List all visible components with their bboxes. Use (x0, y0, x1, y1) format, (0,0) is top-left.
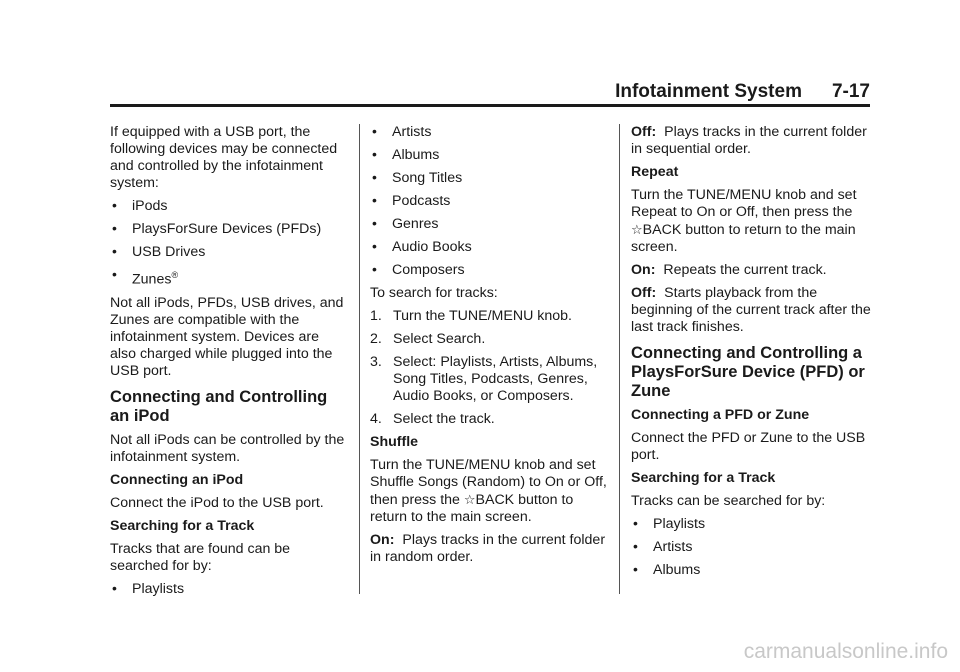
subheading-search-track-pfd: Searching for a Track (631, 470, 776, 486)
column-divider-1 (359, 124, 360, 594)
connect-pfd-text: Connect the PFD or Zune to the USB port. (631, 430, 866, 463)
heading-pfd: Connecting and Controlling a PlaysForSure Device (PFD) or Zune (631, 344, 865, 400)
step-item: 2. Select Search. (370, 331, 486, 347)
to-search-text: To search for tracks: (370, 285, 498, 301)
list-item: • Playlists (110, 581, 348, 598)
connect-ipod-text: Connect the iPod to the USB port. (110, 494, 324, 511)
list-item: • Genres (370, 216, 610, 233)
list-item: • Song Titles (370, 170, 610, 187)
column-1 (110, 124, 348, 604)
repeat-text: Turn the TUNE/MENU knob and set Repeat to On or Off, then press the ☆BACK button to return to the main screen. (631, 187, 857, 255)
star-outline-icon: ☆ (463, 492, 476, 507)
list-item: • PlaysForSure Devices (PFDs) (110, 221, 348, 238)
heading-ipod: Connecting and Controlling an iPod (110, 387, 328, 425)
page-number: 7-17 (831, 81, 870, 102)
list-item: • Albums (370, 147, 610, 164)
list-item: • Artists (631, 539, 871, 556)
list-item: • USB Drives (110, 244, 348, 261)
intro-paragraph: If equipped with a USB port, the following devices may be connected and controlled by the infotainment system: (110, 124, 338, 191)
registered-mark: ® (171, 270, 179, 280)
list-item: • Zunes® (110, 267, 348, 289)
star-outline-icon: ☆ (631, 222, 643, 237)
list-item: • Albums (631, 562, 871, 579)
column-3 (631, 124, 871, 585)
list-item: • Podcasts (370, 193, 610, 210)
subheading-repeat: Repeat (631, 164, 679, 180)
watermark: carmanualsonline.info (743, 640, 948, 663)
step-item: 4. Select the track. (370, 411, 495, 427)
shuffle-text: Turn the TUNE/MENU knob and set Shuffle Songs (Random) to On or Off, then press the ☆BACK button to return to the main screen. (370, 457, 607, 525)
repeat-off: Off: Starts playback from the beginning of the current track after the last track finishes. (631, 285, 871, 335)
list-item: • Playlists (631, 516, 871, 533)
subheading-shuffle: Shuffle (370, 434, 419, 450)
section-title: Infotainment System (615, 81, 802, 102)
shuffle-on: On: Plays tracks in the current folder in random order. (370, 532, 606, 565)
subheading-search-track: Searching for a Track (110, 517, 255, 534)
subheading-connect-pfd: Connecting a PFD or Zune (631, 407, 810, 423)
subheading-connect-ipod: Connecting an iPod (110, 471, 244, 488)
column-divider-2 (619, 124, 620, 594)
list-item: • Audio Books (370, 239, 610, 256)
search-text: Tracks that are found can be searched for by: (110, 540, 291, 574)
column-2 (370, 124, 610, 572)
header-rule (110, 104, 870, 107)
list-item: • Composers (370, 262, 610, 279)
page-header (110, 80, 870, 104)
list-item: • Artists (370, 124, 610, 141)
compat-paragraph: Not all iPods, PFDs, USB drives, and Zunes are compatible with the infotainment system. Devices are also charged while plugged into the USB port. (110, 294, 344, 379)
step-item: 1. Turn the TUNE/MENU knob. (370, 308, 572, 324)
shuffle-off: Off: Plays tracks in the current folder in sequential order. (631, 124, 867, 157)
step-item: 3. Select: Playlists, Artists, Albums, Song Titles, Podcasts, Genres, Audio Books, or Composers. (370, 354, 598, 404)
repeat-on: On: Repeats the current track. (631, 262, 827, 278)
ipod-note: Not all iPods can be controlled by the infotainment system. (110, 431, 345, 465)
search-text-pfd: Tracks can be searched for by: (631, 493, 826, 509)
list-item: • iPods (110, 198, 348, 215)
